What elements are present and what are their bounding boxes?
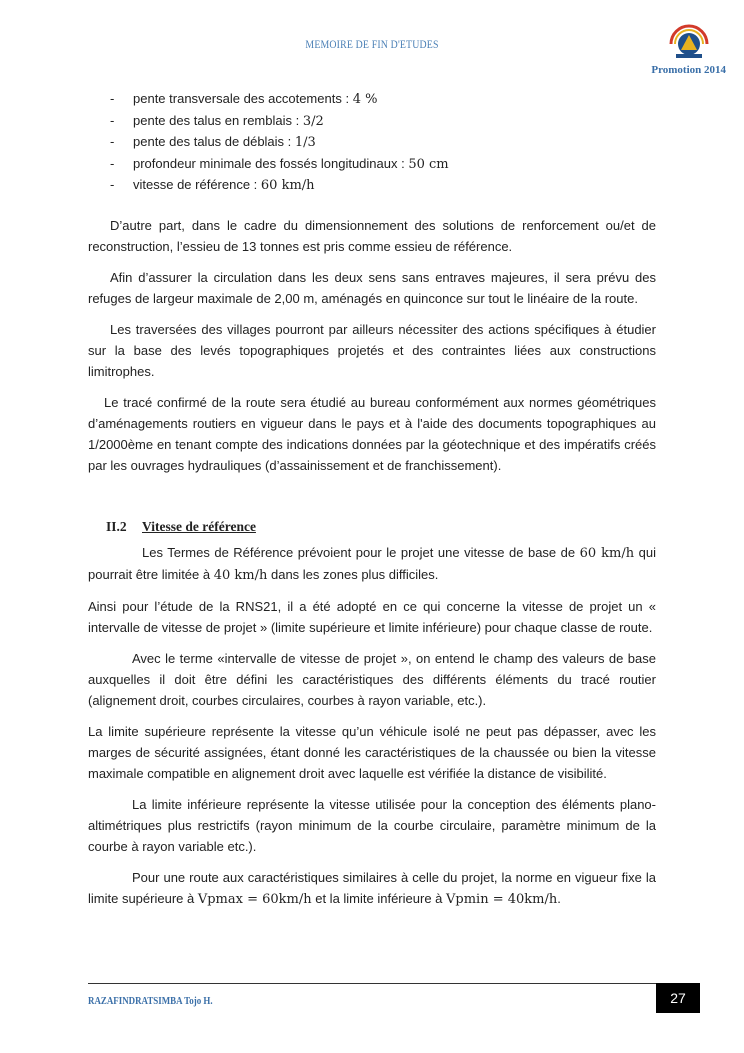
paragraph-norme: Pour une route aux caractéristiques similaires à celle du projet, la norme en vigueur fixe la limite supérieure à Vpmax = 60km/h et la limite inférieure à Vpmin = 40km/h. <box>88 869 656 907</box>
list-item: - pente des talus de déblais : 1/3 <box>110 131 656 153</box>
list-item: - pente des talus en remblais : 3/2 <box>110 110 656 132</box>
paragraph-trace: Le tracé confirmé de la route sera étudié au bureau conformément aux normes géométriques d’aménagements routiers en vigueur dans le pays et à l'aide des documents topographiques au 1/2000ème en tenant compte des indications données par la géotechnique et des impératifs créés par les ouvrages hydrauliques (d’assainissement et de franchissement). <box>88 394 656 473</box>
footer-author: RAZAFINDRATSIMBA Tojo H. <box>88 996 213 1007</box>
school-logo-icon <box>666 22 712 62</box>
paragraph-limite-inf: La limite inférieure représente la vitesse utilisée pour la conception des éléments plano-altimétriques plus restrictifs (rayon minimum de la courbe circulaire, paramètre minimum de la courbe à rayon variable etc.). <box>88 796 656 854</box>
list-item: - profondeur minimale des fossés longitudinaux : 50 cm <box>110 153 656 175</box>
paragraph-limite-sup: La limite supérieure représente la vitesse qu’un véhicule isolé ne peut pas dépasser, avec les marges de sécurité assignées, étant donné les caractéristiques de la chaussée ou bien la vitesse maximale compatible en alignement droit avec laquelle est vérifiée la distance de visibilité. <box>88 723 656 781</box>
list-item: - vitesse de référence : 60 km/h <box>110 174 656 196</box>
list-item: - pente transversale des accotements : 4 % <box>110 88 656 110</box>
promotion-label: Promotion 2014 <box>651 64 726 76</box>
spec-list <box>88 88 656 196</box>
paragraph-rns21: Ainsi pour l’étude de la RNS21, il a été adopté en ce qui concerne la vitesse de projet un « intervalle de vitesse de projet » (limite supérieure et limite inférieure) pour chaque classe de route. <box>88 598 656 635</box>
page-number: 27 <box>656 983 700 1013</box>
paragraph-intervalle: Avec le terme «intervalle de vitesse de projet », on entend le champ des valeurs de base auxquelles il doit être défini les caractéristiques des différents éléments du tracé routier (alignement droit, courbes circulaires, courbes à rayon variable, etc.). <box>88 650 656 708</box>
document-body <box>88 88 656 910</box>
paragraph-refuges: Afin d’assurer la circulation dans les deux sens sans entraves majeures, il sera prévu des refuges de largeur maximale de 2,00 m, aménagés en quinconce sur tout le linéaire de la route. <box>88 269 656 306</box>
section-number: II.2 <box>106 518 127 534</box>
section-heading <box>88 516 656 542</box>
paragraph-villages: Les traversées des villages pourront par ailleurs nécessiter des actions spécifiques à étudier sur la base des levés topographiques projetés et des contraintes liées aux constructions limitrophes. <box>88 321 656 379</box>
paragraph-axle: D’autre part, dans le cadre du dimensionnement des solutions de renforcement ou/et de reconstruction, l’essieu de 13 tonnes est pris comme essieu de référence. <box>88 217 656 254</box>
footer-divider <box>88 983 656 984</box>
header-title: MEMOIRE DE FIN D'ETUDES <box>305 37 439 51</box>
paragraph-tdr: Les Termes de Référence prévoient pour le projet une vitesse de base de 60 km/h qui pourrait être limitée à 40 km/h dans les zones plus difficiles. <box>88 544 656 583</box>
section-title: Vitesse de référence <box>142 518 256 534</box>
